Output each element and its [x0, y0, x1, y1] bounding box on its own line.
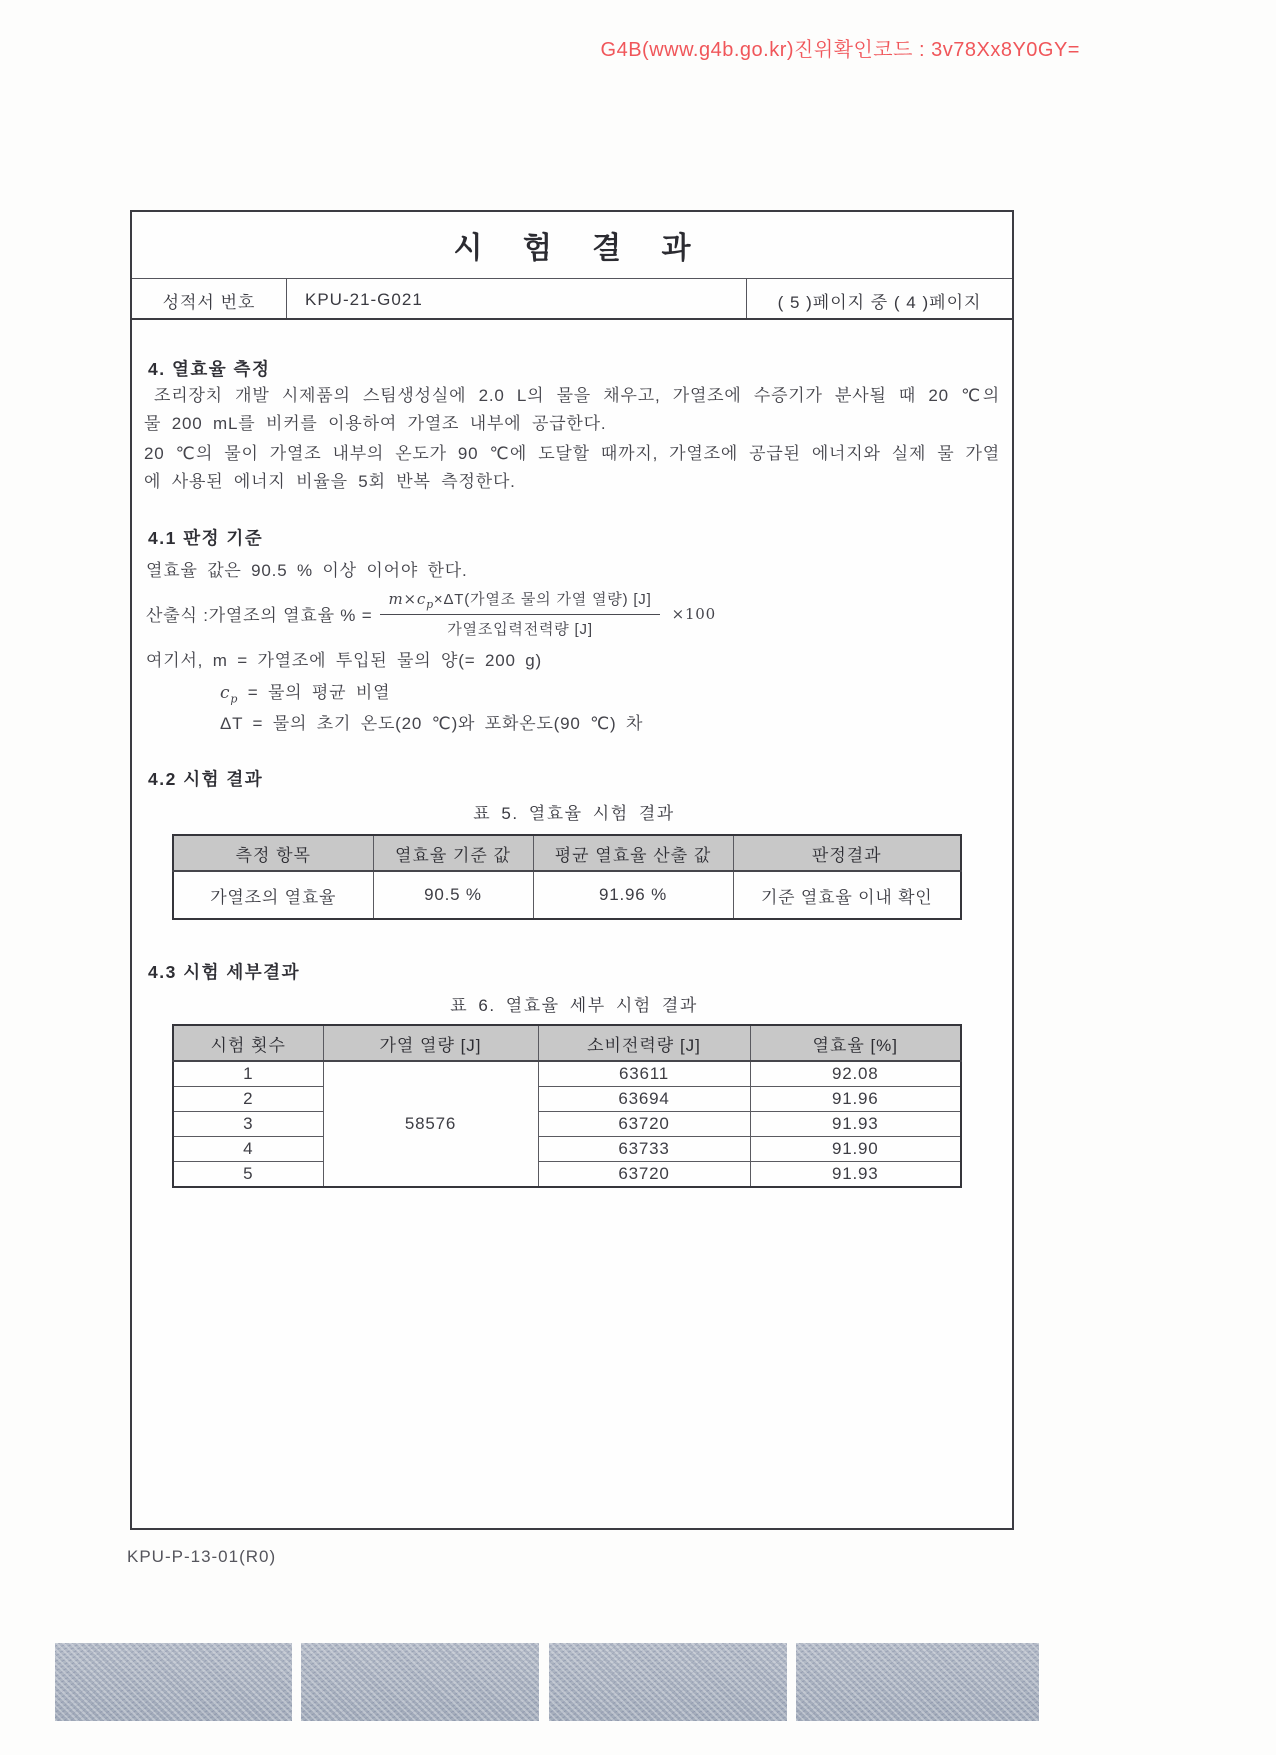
run-number: 3	[173, 1112, 323, 1137]
table-5-header-criterion: 열효율 기준 값	[373, 835, 533, 871]
consumed-energy: 63720	[538, 1162, 750, 1188]
formula-prefix: 산출식 :가열조의 열효율 % =	[146, 606, 373, 625]
consumed-energy: 63611	[538, 1061, 750, 1087]
table-5-caption: 표 5. 열효율 시험 결과	[473, 804, 675, 823]
consumed-energy: 63694	[538, 1087, 750, 1112]
section-4-3-heading: 4.3 시험 세부결과	[148, 962, 300, 982]
report-meta-row	[132, 279, 1012, 321]
efficiency-value: 91.93	[750, 1112, 961, 1137]
definition-delta-t: ΔT = 물의 초기 온도(20 ℃)와 포화온도(90 ℃) 차	[220, 714, 644, 733]
table-5-header-item: 측정 항목	[173, 835, 373, 871]
formula-denominator: 가열조입력전력량 [J]	[447, 621, 593, 638]
consumed-energy: 63733	[538, 1137, 750, 1162]
consumed-energy: 63720	[538, 1112, 750, 1137]
table-6-caption: 표 6. 열효율 세부 시험 결과	[450, 996, 698, 1015]
page-title: 시 험 결 과	[132, 212, 1012, 279]
section-4-heading: 4. 열효율 측정	[148, 359, 271, 379]
run-number: 2	[173, 1087, 323, 1112]
table-5-header-average: 평균 열효율 산출 값	[533, 835, 733, 871]
table-6-header-efficiency: 열효율 [%]	[750, 1025, 961, 1061]
table-5	[172, 834, 962, 920]
table-6-header-row	[173, 1025, 961, 1061]
run-number: 5	[173, 1162, 323, 1188]
page-indicator: ( 5 )페이지 중 ( 4 )페이지	[777, 292, 982, 312]
scan-artifact-3	[549, 1643, 787, 1721]
title-block	[130, 210, 1014, 323]
run-number: 1	[173, 1061, 323, 1087]
formula-fraction	[380, 588, 659, 639]
table-row	[173, 1112, 961, 1137]
efficiency-value: 91.96	[750, 1087, 961, 1112]
table-6-header-heat: 가열 열량 [J]	[323, 1025, 538, 1061]
efficiency-formula	[146, 588, 716, 639]
table-5-header-row	[173, 835, 961, 871]
section-4-1-heading: 4.1 판정 기준	[148, 528, 264, 548]
criterion-text: 열효율 값은 90.5 % 이상 이어야 한다.	[146, 561, 468, 580]
section-4-paragraph-1: 조리장치 개발 시제품의 스팀생성실에 2.0 L의 물을 채우고, 가열조에 수증기가 분사될 때 20 ℃의 물 200 mL를 비커를 이용하여 가열조 내부에 공급한다.	[144, 386, 1000, 433]
efficiency-value: 91.93	[750, 1162, 961, 1188]
efficiency-value: 92.08	[750, 1061, 961, 1087]
formula-multiplier: ×100	[671, 604, 716, 623]
definition-m: 여기서, m = 가열조에 투입된 물의 양(= 200 g)	[146, 651, 542, 670]
table-6	[172, 1024, 962, 1188]
efficiency-value: 91.90	[750, 1137, 961, 1162]
report-number-label: 성적서 번호	[132, 279, 287, 321]
scan-artifact-2	[301, 1643, 539, 1721]
table-row	[173, 871, 961, 919]
table-5-cell-criterion: 90.5 %	[373, 871, 533, 919]
table-row	[173, 1087, 961, 1112]
table-row	[173, 1061, 961, 1087]
table-row	[173, 1137, 961, 1162]
table-5-cell-result: 기준 열효율 이내 확인	[733, 871, 961, 919]
table-5-header-result: 판정결과	[733, 835, 961, 871]
table-5-cell-item: 가열조의 열효율	[173, 871, 373, 919]
heat-input-merged-cell: 58576	[323, 1061, 538, 1187]
section-4-2-heading: 4.2 시험 결과	[148, 769, 264, 789]
section-4-paragraph-2: 20 ℃의 물이 가열조 내부의 온도가 90 ℃에 도달할 때까지, 가열조에 공급된 에너지와 실제 물 가열에 사용된 에너지 비율을 5회 반복 측정한다.	[144, 444, 1000, 491]
formula-numerator: $m\times c_p\times\Delta T$(가열조 물의 가열 열량) [J]	[380, 588, 659, 615]
scan-artifact-4	[796, 1643, 1039, 1721]
definition-cp: $c_p$ = 물의 평균 비열	[220, 683, 391, 706]
scan-artifact-1	[55, 1643, 292, 1721]
verification-code-text: G4B(www.g4b.go.kr)진위확인코드 : 3v78Xx8Y0GY=	[600, 39, 1080, 61]
report-number-value: KPU-21-G021	[287, 279, 747, 321]
document-code: KPU-P-13-01(R0)	[127, 1547, 277, 1566]
table-6-header-run: 시험 횟수	[173, 1025, 323, 1061]
table-row	[173, 1162, 961, 1188]
run-number: 4	[173, 1137, 323, 1162]
table-6-header-consumed: 소비전력량 [J]	[538, 1025, 750, 1061]
table-5-cell-average: 91.96 %	[533, 871, 733, 919]
content-box	[130, 318, 1014, 1530]
